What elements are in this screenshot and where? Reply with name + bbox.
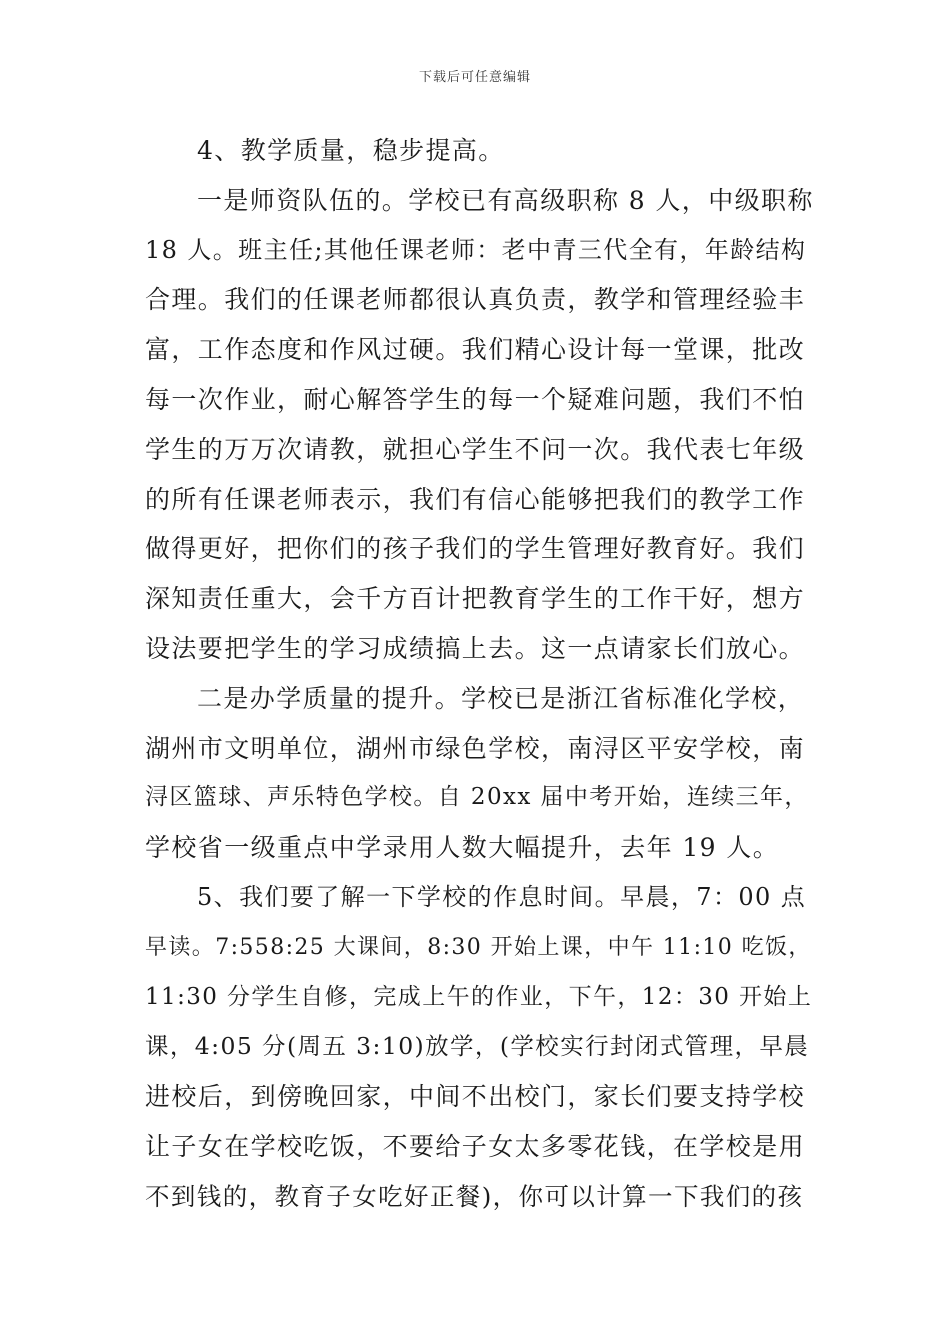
text-line: 做得更好，把你们的孩子我们的学生管理好教育好。我们 [145,534,806,564]
text-line: 学生的万万次请教，就担心学生不问一次。我代表七年级 [145,434,806,464]
text-line: 4、教学质量，稳步提高。 [197,136,505,165]
text-line: 富，工作态度和作风过硬。我们精心设计每一堂课，批改 [145,335,806,365]
text-line: 二是办学质量的提升。学校已是浙江省标准化学校， [197,683,805,713]
text-line: 深知责任重大，会千方百计把教育学生的工作干好，想方 [145,584,806,614]
text-line: 让子女在学校吃饭，不要给子女太多零花钱，在学校是用 [145,1131,806,1161]
text-line: 早读。7:558:25 大课间，8:30 开始上课，中午 11:10 吃饭， [145,934,812,960]
text-line: 5、我们要了解一下学校的作息时间。早晨，7：00 点 [197,882,807,911]
text-line: 的所有任课老师表示，我们有信心能够把我们的教学工作 [145,484,806,514]
page-header: 下载后可任意编辑 [418,70,531,85]
text-line: 课，4:05 分(周五 3:10)放学，(学校实行封闭式管理，早晨 [145,1032,810,1061]
text-line: 18 人。班主任;其他任课老师：老中青三代全有，年龄结构 [145,235,807,264]
text-line: 浔区篮球、声乐特色学校。自 20xx 届中考开始，连续三年， [145,784,809,811]
document-body [145,126,815,1222]
text-line: 一是师资队伍的。学校已有高级职称 8 人，中级职称 [197,185,814,215]
text-line: 湖州市文明单位，湖州市绿色学校，南浔区平安学校，南 [145,733,806,763]
text-line: 不到钱的，教育子女吃好正餐)，你可以计算一下我们的孩 [145,1181,804,1211]
text-line: 进校后，到傍晚回家，中间不出校门，家长们要支持学校 [145,1082,806,1112]
text-line: 11:30 分学生自修，完成上午的作业，下午，12：30 开始上 [145,983,813,1010]
text-line: 学校省一级重点中学录用人数大幅提升，去年 19 人。 [145,833,780,863]
text-line: 设法要把学生的学习成绩搞上去。这一点请家长们放心。 [145,633,806,663]
text-line: 每一次作业，耐心解答学生的每一个疑难问题，我们不怕 [145,384,806,414]
text-line: 合理。我们的任课老师都很认真负责，教学和管理经验丰 [145,285,806,315]
